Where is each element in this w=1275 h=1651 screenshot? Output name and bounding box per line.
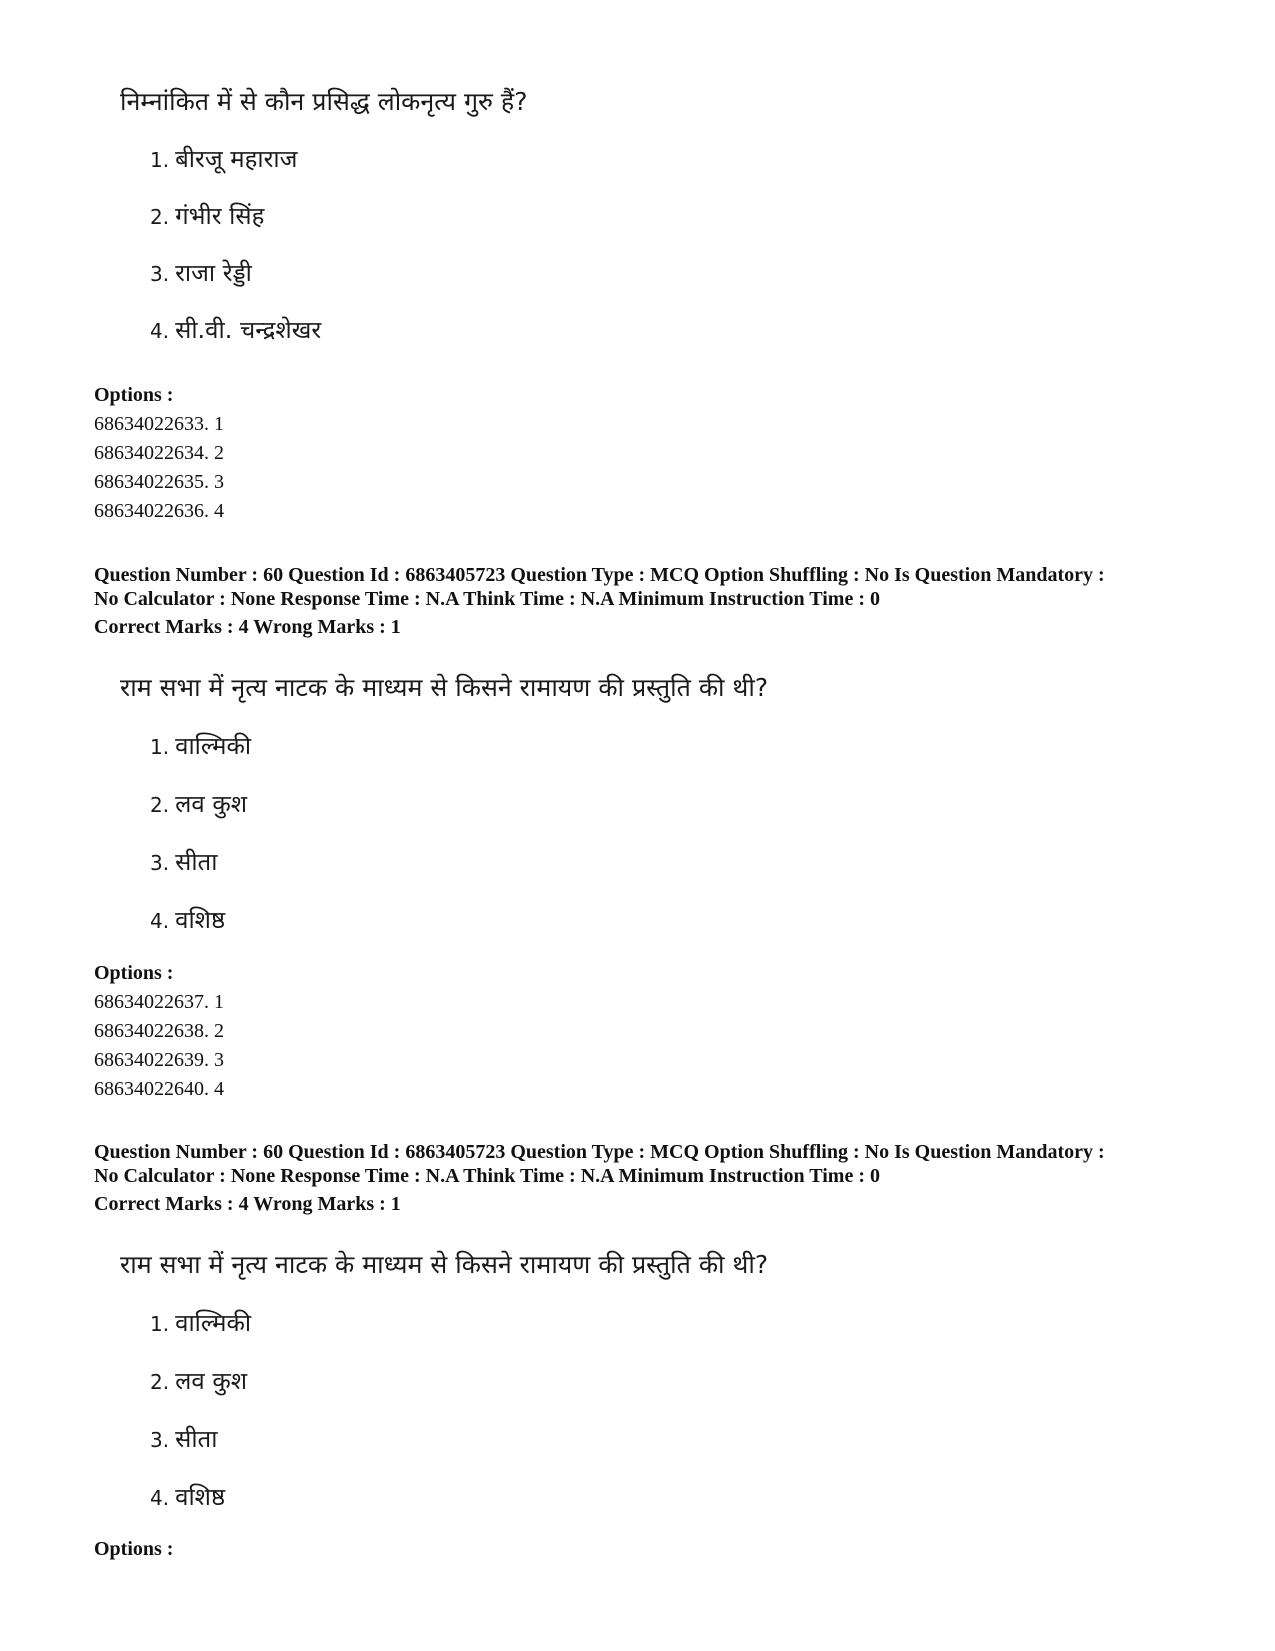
choice-text: वशिष्ठ	[175, 906, 226, 934]
choice-text: वशिष्ठ	[175, 1483, 226, 1511]
choice-number: 1.	[150, 735, 170, 759]
choice-item	[150, 1481, 225, 1514]
choice-item	[150, 730, 251, 763]
choice-text: वाल्मिकी	[175, 1309, 252, 1337]
option-id-line: 68634022638. 2	[94, 1020, 224, 1042]
choice-number: 1.	[150, 1312, 170, 1336]
choice-item	[150, 143, 297, 176]
choice-number: 3.	[150, 262, 170, 286]
choice-number: 2.	[150, 1370, 170, 1394]
question-text: राम सभा में नृत्य नाटक के माध्यम से किसने रामायण की प्रस्तुति की थी?	[120, 673, 769, 702]
question-text: राम सभा में नृत्य नाटक के माध्यम से किसने रामायण की प्रस्तुति की थी?	[120, 1250, 769, 1279]
choice-number: 4.	[150, 909, 170, 933]
choice-item	[150, 257, 252, 290]
question-meta-line: No Calculator : None Response Time : N.A Think Time : N.A Minimum Instruction Time : 0	[94, 1165, 880, 1187]
choice-item	[150, 1365, 247, 1398]
option-id-line: 68634022640. 4	[94, 1078, 224, 1100]
choice-text: सीता	[175, 1425, 218, 1453]
marks-line: Correct Marks : 4 Wrong Marks : 1	[94, 1193, 401, 1215]
choice-item	[150, 788, 247, 821]
option-id-line: 68634022633. 1	[94, 413, 224, 435]
choice-text: बीरजू महाराज	[175, 145, 298, 173]
choice-number: 3.	[150, 851, 170, 875]
choice-text: सी.वी. चन्द्रशेखर	[175, 316, 322, 344]
choice-text: सीता	[175, 848, 218, 876]
choice-number: 4.	[150, 1486, 170, 1510]
question-text: निम्नांकित में से कौन प्रसिद्ध लोकनृत्य गुरु हैं?	[120, 87, 528, 116]
option-id-line: 68634022637. 1	[94, 991, 224, 1013]
question-meta-line: Question Number : 60 Question Id : 6863405723 Question Type : MCQ Option Shuffling : No Is Question Mandatory :	[94, 564, 1105, 586]
choice-item	[150, 314, 321, 347]
choice-text: वाल्मिकी	[175, 732, 252, 760]
option-id-line: 68634022634. 2	[94, 442, 224, 464]
choice-item	[150, 846, 217, 879]
question-meta-line: Question Number : 60 Question Id : 6863405723 Question Type : MCQ Option Shuffling : No Is Question Mandatory :	[94, 1141, 1105, 1163]
question-meta-line: No Calculator : None Response Time : N.A Think Time : N.A Minimum Instruction Time : 0	[94, 588, 880, 610]
marks-line: Correct Marks : 4 Wrong Marks : 1	[94, 616, 401, 638]
options-label: Options :	[94, 384, 174, 406]
choice-text: राजा रेड्डी	[175, 259, 252, 287]
choice-item	[150, 1423, 217, 1456]
option-id-line: 68634022639. 3	[94, 1049, 224, 1071]
options-label: Options :	[94, 962, 174, 984]
choice-item	[150, 904, 225, 937]
choice-text: लव कुश	[175, 790, 248, 818]
choice-number: 1.	[150, 148, 170, 172]
options-label: Options :	[94, 1538, 174, 1560]
choice-text: गंभीर सिंह	[175, 202, 265, 230]
choice-number: 3.	[150, 1428, 170, 1452]
option-id-line: 68634022635. 3	[94, 471, 224, 493]
choice-item	[150, 1307, 251, 1340]
choice-number: 2.	[150, 205, 170, 229]
option-id-line: 68634022636. 4	[94, 500, 224, 522]
choice-item	[150, 200, 264, 233]
choice-number: 2.	[150, 793, 170, 817]
choice-text: लव कुश	[175, 1367, 248, 1395]
choice-number: 4.	[150, 319, 170, 343]
